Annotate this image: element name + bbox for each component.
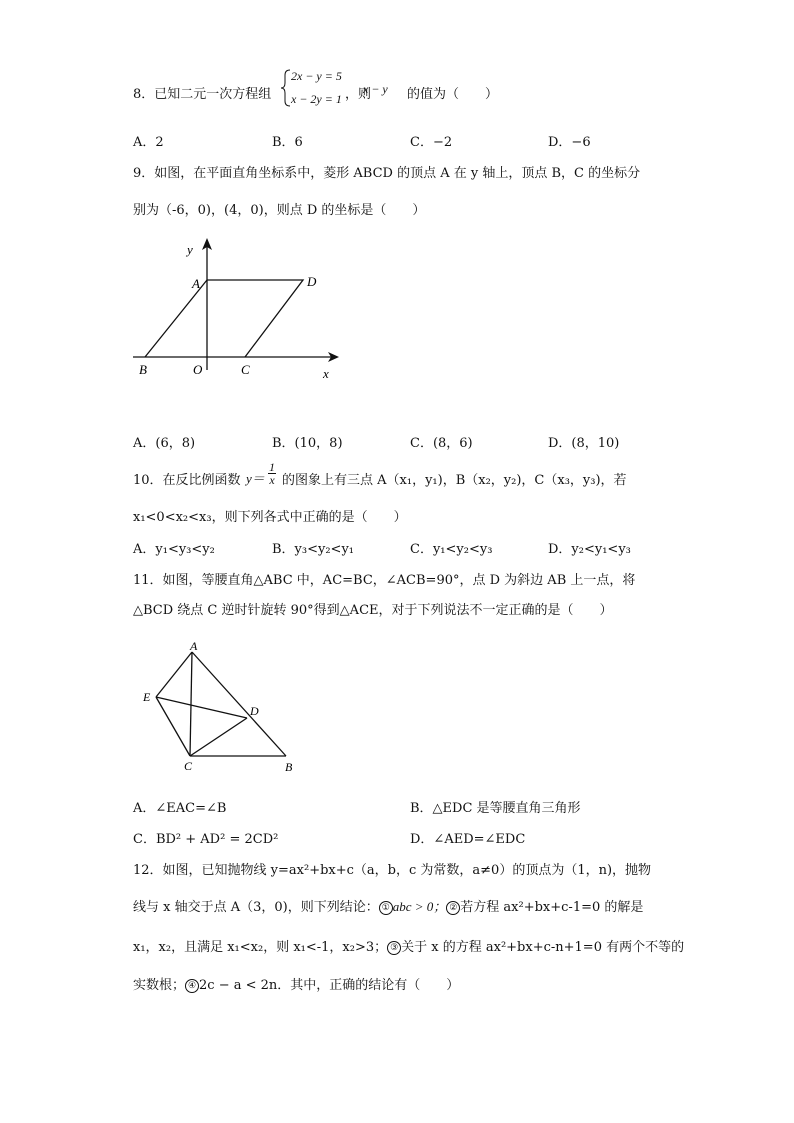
q10-line-1-start: 10．在反比例函数	[133, 473, 241, 488]
q10-option-d: D．y₂<y₁<y₃	[548, 542, 631, 557]
q9-label-b: B	[139, 362, 147, 377]
q11-option-b: B．△EDC 是等腰直角三角形	[410, 801, 581, 816]
q10-option-b: B．y₃<y₂<y₁	[272, 542, 355, 557]
q9-rhombus-figure	[125, 232, 355, 387]
q8-option-a: A．2	[133, 135, 164, 150]
q9-label-d: D	[307, 274, 317, 289]
q12-line-1: 12．如图，已知抛物线 y=ax²+bx+c（a，b，c 为常数，a≠0）的顶点为（1，n)，抛物	[133, 863, 652, 878]
q8-expression: x − y	[363, 82, 388, 96]
q9-option-c: C．(8，6)	[410, 436, 473, 451]
q10-fraction	[268, 461, 276, 486]
q11-label-b: B	[285, 760, 293, 774]
q9-label-y: y	[187, 242, 193, 257]
q8-stem-end: 的值为（ ）	[407, 87, 499, 102]
q10-line-2: x₁<0<x₂<x₃，则下列各式中正确的是（ ）	[133, 510, 407, 525]
q9-label-c: C	[241, 362, 250, 377]
q12-conclusion-3-marker: ③	[387, 941, 401, 955]
q11-option-c: C．BD² + AD² = 2CD²	[133, 832, 279, 847]
q12-line-4-start: 实数根；	[133, 978, 186, 993]
q9-option-b: B．(10，8)	[272, 436, 343, 451]
q12-conclusion-3-text: 关于 x 的方程 ax²+bx+c-n+1=0 有两个不等的	[401, 940, 685, 955]
q12-conclusion-2-text: 若方程 ax²+bx+c-1=0 的解是	[460, 900, 644, 915]
q8-option-b: B．6	[272, 135, 303, 150]
q9-line-2: 别为（-6，0)，(4，0)，则点 D 的坐标是（ ）	[133, 203, 426, 218]
q12-line-4	[133, 974, 459, 993]
q9-label-o: O	[193, 362, 203, 377]
q10-fraction-numerator: 1	[269, 460, 275, 474]
q12-conclusion-1-marker: ①	[379, 901, 393, 915]
q10-line-1-end: 的图象上有三点 A（x₁，y₁)，B（x₂，y₂)，C（x₃，y₃)，若	[282, 473, 627, 488]
q10-option-c: C．y₁<y₂<y₃	[410, 542, 493, 557]
q12-line-3-start: x₁，x₂，且满足 x₁<x₂，则 x₁<-1，x₂>3；	[133, 940, 388, 955]
q11-label-e: E	[143, 690, 151, 704]
q12-line-2	[133, 896, 643, 915]
q11-label-d: D	[250, 704, 259, 718]
q12-line-3	[133, 936, 684, 955]
q9-label-a: A	[192, 276, 200, 291]
q11-triangle-figure	[140, 640, 310, 775]
q11-option-d: D．∠AED=∠EDC	[410, 832, 526, 847]
q11-line-2: △BCD 绕点 C 逆时针旋转 90°得到△ACE，对于下列说法不一定正确的是（ ）	[133, 603, 613, 618]
q8-stem-start: 8．已知二元一次方程组	[133, 87, 272, 102]
q12-conclusion-1-text: abc > 0；	[392, 899, 447, 914]
q12-conclusion-2-marker: ②	[446, 901, 460, 915]
q11-option-a: A．∠EAC=∠B	[133, 801, 227, 816]
q12-line-2-start: 线与 x 轴交于点 A（3，0)，则下列结论：	[133, 900, 379, 915]
q8-equation-2: x − 2y = 1	[291, 92, 342, 106]
q9-line-1: 9．如图，在平面直角坐标系中，菱形 ABCD 的顶点 A 在 y 轴上，顶点 B，C 的坐标分	[133, 166, 641, 181]
q11-label-a: A	[190, 640, 198, 653]
q8-option-d: D．−6	[548, 135, 591, 150]
q9-option-a: A．(6，8)	[133, 436, 196, 451]
q9-label-x: x	[323, 366, 329, 381]
q8-stem-mid: ，则	[345, 87, 372, 102]
q10-function-lhs: y＝	[246, 471, 265, 486]
q8-equation-1: 2x − y = 5	[291, 69, 342, 83]
q10-fraction-denominator: x	[269, 473, 275, 487]
q9-option-d: D．(8，10)	[548, 436, 620, 451]
q11-line-1: 11．如图，等腰直角△ABC 中，AC=BC，∠ACB=90°，点 D 为斜边 AB 上一点，将	[133, 573, 636, 588]
q12-conclusion-4-text: 2c − a < 2n．其中，正确的结论有（ ）	[199, 978, 460, 993]
q8-option-c: C．−2	[410, 135, 453, 150]
q11-label-c: C	[184, 759, 193, 773]
q12-conclusion-4-marker: ④	[185, 979, 199, 993]
q10-option-a: A．y₁<y₃<y₂	[133, 542, 215, 557]
